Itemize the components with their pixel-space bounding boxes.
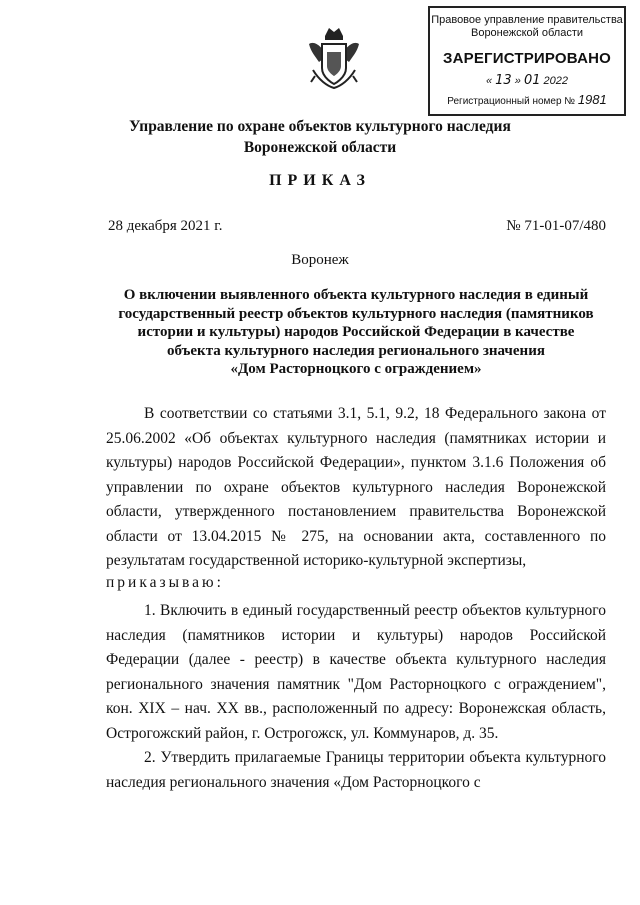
order-word: приказываю: <box>106 574 224 591</box>
subject-line: истории и культуры) народов Российской Федерации в качестве <box>137 324 575 340</box>
stamp-authority-line2: Воронежской области <box>470 27 583 39</box>
subject-line: объекта культурного наследия регионального значения <box>167 342 545 359</box>
order-item-2: 2. Утвердить прилагаемые Границы территории объекта культурного наследия регионального значения «Дом Расторноцкого с <box>106 749 606 791</box>
stamp-date-year: 2022 <box>543 75 569 87</box>
subject-line: государственный реестр объектов культурного наследия (памятников <box>118 305 594 322</box>
organization-name-line1: Управление по охране объектов культурного наследия <box>129 118 511 135</box>
order-date: 28 декабря 2021 г. <box>108 218 223 234</box>
registration-stamp <box>428 6 626 116</box>
stamp-reg-label: Регистрационный номер № <box>447 96 576 107</box>
stamp-date-day: 13 <box>495 73 512 88</box>
organization-name-line2: Воронежской области <box>243 139 397 156</box>
stamp-date-month: 01 <box>523 73 541 88</box>
order-subject <box>108 286 604 379</box>
stamp-reg-value: 1981 <box>577 92 607 107</box>
stamp-reg-number <box>430 92 624 107</box>
subject-line: «Дом Расторноцкого с ограждением» <box>230 361 482 377</box>
preamble-paragraph: В соответствии со статьями 3.1, 5.1, 9.2, 18 Федерального закона от 25.06.2002 «Об объектах культурного наследия (памятниках истории и культуры) народов Российской Федерации», пунктом 3.1.6 Положения об управлении по охране объектов культурного наследия Воронежской области, утвержденного постановлением правительства Воронежской области от 13.04.2015 № 275, на основании акта, составленного по результатам государственной историко-культурной экспертизы, <box>106 405 606 569</box>
stamp-registered-label: ЗАРЕГИСТРИРОВАНО <box>442 50 612 67</box>
order-item-1: 1. Включить в единый государственный реестр объектов культурного наследия (памятников истории и культуры) народов Российской Федерации (далее - реестр) в качестве объекта культурного наследия регионального значения памятник "Дом Расторноцкого с ограждением", кон. XIX – нач. XX вв., расположенный по адресу: Воронежская область, Острогожский район, г. Острогожск, ул. Коммунаров, д. 35. <box>106 602 606 742</box>
stamp-date: « 13 » 01 2022 <box>485 73 569 88</box>
coat-of-arms-icon <box>305 22 363 92</box>
subject-line: О включении выявленного объекта культурного наследия в единый <box>123 287 589 303</box>
order-city: Воронеж <box>291 252 349 268</box>
order-number: № 71-01-07/480 <box>506 218 606 234</box>
stamp-authority-line1: Правовое управление правительства <box>431 14 623 26</box>
document-title: ПРИКАЗ <box>269 172 371 189</box>
